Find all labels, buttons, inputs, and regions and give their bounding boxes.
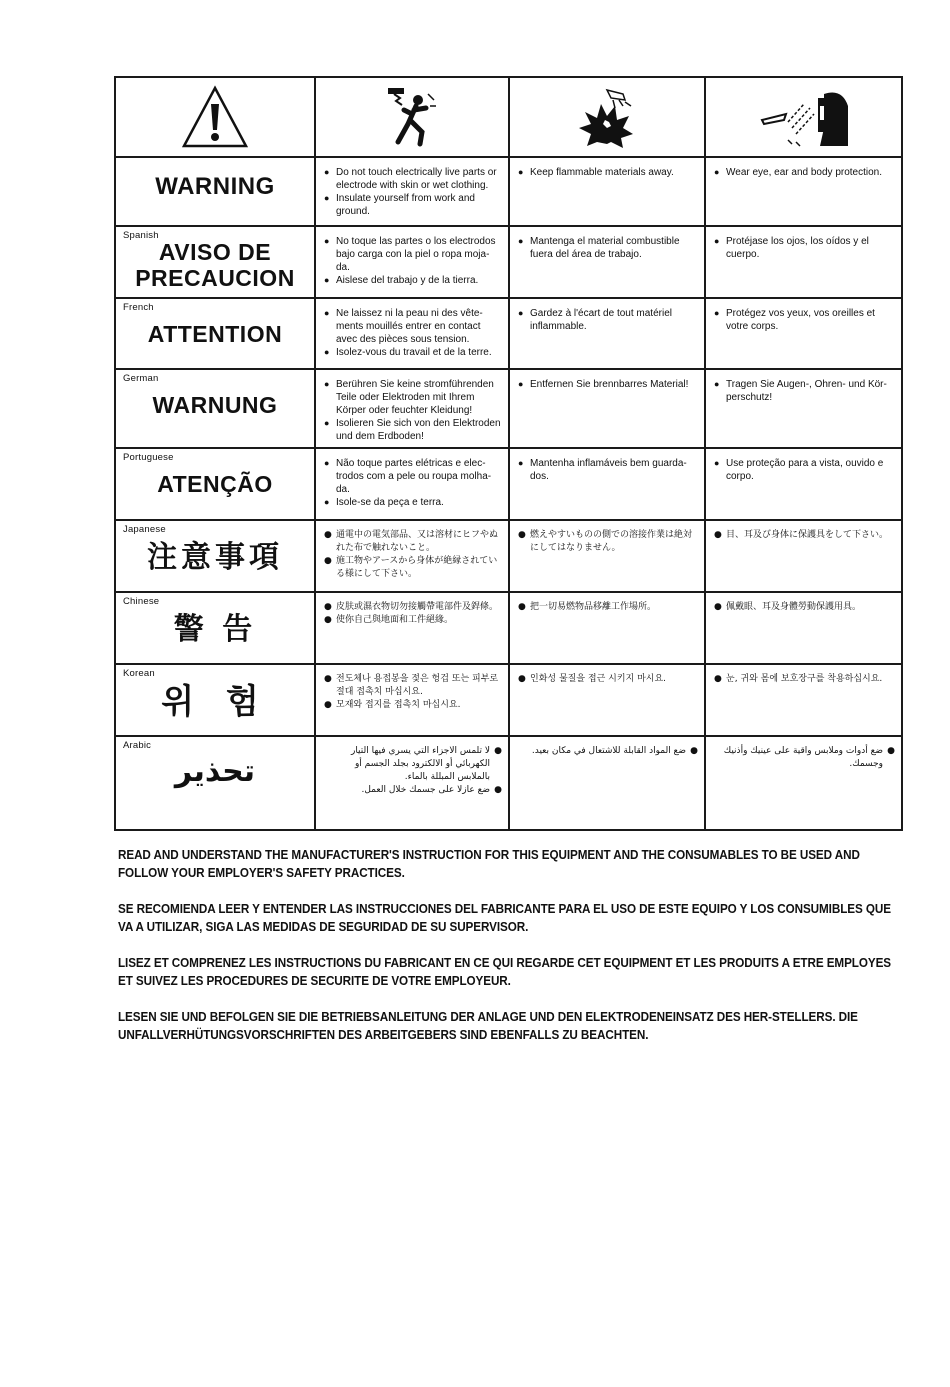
bullet-list [324, 235, 502, 287]
fire-instruction-cell [509, 298, 705, 369]
bullet-item: ● ضع المواد القابلة للاشتعال في مكان بعيد. [518, 745, 698, 758]
language-label-cell [115, 298, 315, 369]
bullet-item: ● Insulate yourself from work and ground. [324, 192, 502, 218]
bullet-item: ● ضع عازلا على جسمك خلال العمل. [324, 784, 502, 797]
instruction-text [316, 665, 508, 716]
instruction-text [706, 158, 901, 183]
bullet-item: ● 通電中の電気部品、又は溶材にヒフやぬれた布で触れないこと。 [324, 529, 502, 555]
language-name: Korean [123, 668, 155, 679]
instruction-text [510, 593, 704, 618]
protection-instruction-cell [705, 592, 902, 664]
notice-spanish: SE RECOMIENDA LEER Y ENTENDER LAS INSTRUCCIONES DEL FABRICANTE PARA EL USO DE ESTE EQUIPO Y LOS CONSUMIBLES QUE VA A UTILIZAR, SIGA LAS MEDIDAS DE SEGURIDAD DE SU SUPERVISOR. [118, 901, 891, 934]
icon-row [115, 77, 902, 157]
icon-cell-general [115, 77, 315, 157]
warning-heading: WARNUNG [152, 392, 278, 418]
instruction-text [510, 449, 704, 487]
warning-row [115, 664, 902, 736]
notice-english: READ AND UNDERSTAND THE MANUFACTURER'S INSTRUCTION FOR THIS EQUIPMENT AND THE CONSUMABLES TO BE USED AND FOLLOW YOUR EMPLOYER'S SAFETY PRACTICES. [118, 847, 860, 880]
warning-row [115, 520, 902, 592]
bullet-item: ● Wear eye, ear and body protection. [714, 166, 895, 179]
warning-row [115, 298, 902, 369]
language-name: Japanese [123, 524, 166, 535]
instruction-text [316, 521, 508, 585]
warning-row [115, 592, 902, 664]
bullet-list [324, 601, 502, 627]
bullet-list [714, 673, 895, 686]
icon-cell-protection [705, 77, 902, 157]
bullet-list [518, 235, 698, 261]
bullet-list [324, 378, 502, 443]
icon-cell-shock [315, 77, 509, 157]
warning-heading: 위 험 [161, 682, 269, 722]
bullet-list [518, 529, 698, 555]
bullet-item: ● No toque las partes o los electrodos bajo carga con la piel o ropa moja-da. [324, 235, 502, 274]
bullet-list [714, 529, 895, 542]
fire-instruction-cell [509, 157, 705, 226]
bullet-list [324, 745, 502, 797]
bullet-item: ● 施工物やアースから身体が絶縁されている様にして下さい。 [324, 555, 502, 581]
instruction-text [706, 593, 901, 618]
instruction-text [706, 299, 901, 337]
fire-instruction-cell [509, 369, 705, 448]
bullet-list [324, 457, 502, 509]
warning-row [115, 369, 902, 448]
instruction-text [706, 665, 901, 690]
face-shield-icon [744, 84, 864, 150]
instruction-text [510, 737, 704, 762]
shock-instruction-cell [315, 369, 509, 448]
instruction-text [510, 521, 704, 559]
bullet-item: ● Aislese del trabajo y de la tierra. [324, 274, 502, 287]
protection-instruction-cell [705, 664, 902, 736]
bullet-item: ● Protégez vos yeux, vos oreilles et votre corps. [714, 307, 895, 333]
bullet-item: ● Isolieren Sie sich von den Elektroden und dem Erdboden! [324, 417, 502, 443]
shock-instruction-cell [315, 226, 509, 298]
bullet-item: ● Mantenha inflamáveis bem guarda-dos. [518, 457, 698, 483]
protection-instruction-cell [705, 736, 902, 830]
language-label-cell [115, 369, 315, 448]
shock-instruction-cell [315, 592, 509, 664]
shock-instruction-cell [315, 448, 509, 520]
bullet-item: ● 전도체나 용접봉을 젖은 헝겁 또는 피부로 절대 접촉치 마십시요. [324, 673, 502, 699]
instruction-text [316, 227, 508, 291]
warning-row [115, 226, 902, 298]
protection-instruction-cell [705, 226, 902, 298]
language-label-cell [115, 520, 315, 592]
safety-warning-table [114, 76, 903, 831]
instruction-text [706, 227, 901, 265]
warning-heading: 注意事項 [147, 540, 283, 575]
language-label-cell [115, 226, 315, 298]
icon-cell-fire [509, 77, 705, 157]
bullet-item: ● Berühren Sie keine stromführenden Teile oder Elektroden mit Ihrem Körper oder feuchter Kleidung! [324, 378, 502, 417]
bullet-item: ● 인화성 물질을 접근 시키지 마시요. [518, 673, 698, 686]
bullet-item: ● Entfernen Sie brennbarres Material! [518, 378, 698, 391]
language-name: Portuguese [123, 452, 174, 463]
instruction-notices [118, 846, 908, 1062]
bullet-list [518, 166, 698, 179]
bullet-list [518, 307, 698, 333]
instruction-text [706, 449, 901, 487]
bullet-item: ● Use proteção para a vista, ouvido e corpo. [714, 457, 895, 483]
instruction-text [510, 370, 704, 395]
bullet-item: ● Ne laissez ni la peau ni des vête-ments mouillés entrer en contact avec des pièces sous tension. [324, 307, 502, 346]
bullet-item: ● 佩戴眼、耳及身體勞動保護用具。 [714, 601, 895, 614]
bullet-list [714, 457, 895, 483]
protection-instruction-cell [705, 369, 902, 448]
warning-row [115, 157, 902, 226]
instruction-text [510, 665, 704, 690]
warning-heading: 警 告 [173, 612, 257, 647]
bullet-list [714, 745, 895, 771]
bullet-list [714, 235, 895, 261]
bullet-item: ● Isolez-vous du travail et de la terre. [324, 346, 502, 359]
instruction-text [510, 227, 704, 265]
bullet-item: ● 燃えやすいものの側での溶接作業は絶対にしてはなりません。 [518, 529, 698, 555]
fire-instruction-cell [509, 226, 705, 298]
language-label-cell [115, 664, 315, 736]
instruction-text [316, 449, 508, 513]
bullet-item: ● Isole-se da peça e terra. [324, 496, 502, 509]
warning-heading: ATTENTION [147, 321, 283, 347]
warning-row [115, 736, 902, 830]
bullet-list [714, 601, 895, 614]
shock-instruction-cell [315, 520, 509, 592]
bullet-item: ● لا تلمس الاجزاء التي يسري فيها التيار الكهربائي أو الالكترود بجلد الجسم أو بالملابس المبللة بالماء. [324, 745, 502, 784]
shock-instruction-cell [315, 157, 509, 226]
warning-row [115, 448, 902, 520]
language-name: Chinese [123, 596, 160, 607]
protection-instruction-cell [705, 157, 902, 226]
language-label-cell [115, 592, 315, 664]
bullet-list [518, 457, 698, 483]
language-label-cell [115, 157, 315, 226]
bullet-item: ● 使你自己與地面和工件絕緣。 [324, 614, 502, 627]
bullet-item: ● Do not touch electrically live parts or electrode with skin or wet clothing. [324, 166, 502, 192]
notice-french: LISEZ ET COMPRENEZ LES INSTRUCTIONS DU FABRICANT EN CE QUI REGARDE CET EQUIPMENT ET LES PRODUITS A ETRE EMPLOYES ET SUIVEZ LES PROCEDURES DE SECURITE DE VOTRE EMPLOYEUR. [118, 955, 892, 988]
electric-shock-icon [372, 84, 452, 150]
bullet-item: ● 目、耳及び身体に保護具をして下さい。 [714, 529, 895, 542]
bullet-item: ● Não toque partes elétricas e elec-trodos com a pele ou roupa molha-da. [324, 457, 502, 496]
language-name: Arabic [123, 740, 152, 751]
bullet-item: ● Mantenga el material combustible fuera del área de trabajo. [518, 235, 698, 261]
bullet-item: ● Tragen Sie Augen-, Ohren- und Kör-perschutz! [714, 378, 895, 404]
warning-heading: تحذير [174, 754, 256, 789]
bullet-list [518, 601, 698, 614]
language-name: Spanish [123, 230, 159, 241]
instruction-text [316, 299, 508, 363]
bullet-list [324, 307, 502, 359]
protection-instruction-cell [705, 298, 902, 369]
instruction-text [316, 737, 508, 801]
bullet-list [518, 378, 698, 391]
bullet-list [324, 529, 502, 581]
fire-instruction-cell [509, 664, 705, 736]
warning-table-body [115, 77, 902, 830]
protection-instruction-cell [705, 448, 902, 520]
bullet-list [324, 673, 502, 712]
protection-instruction-cell [705, 520, 902, 592]
instruction-text [706, 737, 901, 775]
bullet-list [518, 745, 698, 758]
fire-instruction-cell [509, 736, 705, 830]
bullet-list [324, 166, 502, 218]
shock-instruction-cell [315, 736, 509, 830]
bullet-item: ● Gardez à l'écart de tout matériel inflammable. [518, 307, 698, 333]
bullet-item: ● 눈, 귀와 몸에 보호장구를 착용하십시요. [714, 673, 895, 686]
instruction-text [706, 370, 901, 408]
notice-german: LESEN SIE UND BEFOLGEN SIE DIE BETRIEBSANLEITUNG DER ANLAGE UND DEN ELEKTRODENEINSATZ DES HER-STELLERS. DIE UNFALLVERHÜTUNGSVORSCHRIFTEN DES ARBEITGEBERS SIND EBENFALLS ZU BEACHTEN. [118, 1009, 858, 1042]
instruction-text [510, 158, 704, 183]
bullet-item: ● 把一切易燃物品移離工作場所。 [518, 601, 698, 614]
bullet-list [714, 378, 895, 404]
shock-instruction-cell [315, 298, 509, 369]
instruction-text [316, 158, 508, 222]
fire-instruction-cell [509, 448, 705, 520]
bullet-list [518, 673, 698, 686]
language-label-cell [115, 736, 315, 830]
fire-instruction-cell [509, 520, 705, 592]
bullet-item: ● Protéjase los ojos, los oídos y el cuerpo. [714, 235, 895, 261]
fire-instruction-cell [509, 592, 705, 664]
bullet-item: ● Keep flammable materials away. [518, 166, 698, 179]
fire-explosion-icon [567, 84, 647, 150]
instruction-text [706, 521, 901, 546]
warning-heading: ATENÇÃO [157, 471, 273, 497]
language-name: German [123, 373, 159, 384]
bullet-item: ● 모재와 접지를 접촉치 마십시요. [324, 699, 502, 712]
shock-instruction-cell [315, 664, 509, 736]
instruction-text [316, 593, 508, 631]
instruction-text [316, 370, 508, 447]
language-label-cell [115, 448, 315, 520]
warning-heading: WARNING [155, 173, 275, 200]
bullet-item: ● 皮肤或濕衣物切勿接觸帶電部件及銲條。 [324, 601, 502, 614]
warning-triangle-icon [180, 84, 250, 150]
bullet-list [714, 166, 895, 179]
warning-heading: AVISO DE PRECAUCION [135, 239, 295, 291]
bullet-list [714, 307, 895, 333]
instruction-text [510, 299, 704, 337]
language-name: French [123, 302, 154, 313]
bullet-item: ● ضع أدوات وملابس واقية على عينيك وأذنيك وجسمك. [714, 745, 895, 771]
